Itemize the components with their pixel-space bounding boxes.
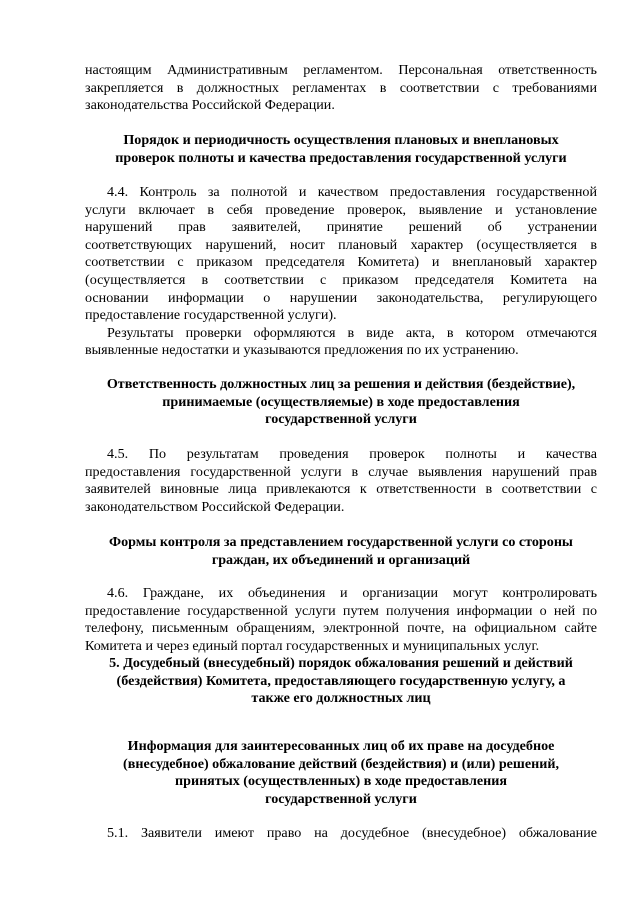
text-line: предоставление государственной услуги путем получения информации о ней по	[85, 602, 597, 619]
text-line: 5.1. Заявители имеют право на досудебное (внесудебное) обжалование	[107, 825, 597, 841]
text-line: предоставления государственной услуги в случае выявления нарушений прав	[85, 463, 597, 480]
text-line: законодательством Российской Федерации.	[85, 498, 345, 515]
heading-line: также его должностных лиц	[251, 690, 431, 707]
text-line: выявленные недостатки и указываются предложения по их устранению.	[85, 342, 519, 359]
heading-control-forms	[85, 534, 597, 569]
heading-line: Порядок и периодичность осуществления плановых и внеплановых	[123, 132, 559, 148]
paragraph-4-5	[85, 446, 597, 516]
text-line: услуги включает в себя проведение проверок, выявление и установление	[85, 201, 597, 218]
text-line: соответствии с приказом председателя Комитета) и внеплановый характер	[85, 254, 597, 271]
heading-section-5	[85, 655, 597, 708]
heading-line: Информация для заинтересованных лиц об их праве на досудебное	[127, 738, 555, 754]
heading-line: (бездействия) Комитета, предоставляющего государственную услугу, а	[116, 672, 566, 689]
heading-line: 5. Досудебный (внесудебный) порядок обжалования решений и действий	[109, 655, 573, 671]
text-line: основании информации о нарушении законодательства, регулирующего	[85, 289, 597, 306]
text-line: Комитета и через единый портал государственных и муниципальных услуг.	[85, 637, 540, 654]
text-line: соответствующих нарушений, носит плановый характер (осуществляется в	[85, 236, 597, 253]
text-line: телефону, письменным обращениям, электронной почте, на официальном сайте	[85, 620, 597, 637]
paragraph-4-4	[85, 184, 597, 360]
text-line: заявителей виновные лица привлекаются к ответственности в соответствии с	[85, 481, 597, 498]
heading-line: принятых (осуществленных) в ходе предоставления	[174, 773, 508, 790]
text-line: Результаты проверки оформляются в виде акта, в котором отмечаются	[107, 324, 597, 341]
heading-line: (внесудебное) обжалование действий (бездействия) и (или) решений,	[123, 755, 559, 772]
text-line: 4.5. По результатам проведения проверок полноты и качества	[107, 446, 597, 462]
heading-officials-responsibility	[85, 376, 597, 429]
heading-line: государственной услуги	[265, 790, 417, 807]
heading-line: Формы контроля за представлением государственной услуги со стороны	[109, 534, 573, 550]
text-line: 4.4. Контроль за полнотой и качеством предоставления государственной	[107, 184, 597, 200]
heading-line: проверок полноты и качества предоставления государственной услуги	[115, 149, 567, 166]
text-line: 4.6. Граждане, их объединения и организации могут контролировать	[107, 585, 597, 601]
text-line: закрепляется в должностных регламентах в соответствии с требованиями	[85, 79, 597, 96]
text-line: предоставление государственной услуги).	[85, 307, 337, 324]
heading-line: граждан, их объединений и организаций	[211, 551, 471, 568]
text-line: нарушений прав заявителей, принятие решений об устранении	[85, 219, 597, 236]
heading-appeal-rights-info	[85, 738, 597, 808]
heading-line: государственной услуги	[265, 411, 417, 428]
heading-line: принимаемые (осуществляемые) в ходе предоставления	[162, 393, 520, 410]
text-line: законодательства Российской Федерации.	[85, 97, 335, 114]
heading-line: Ответственность должностных лиц за решения и действия (бездействие),	[106, 376, 576, 392]
text-line: (осуществляется в соответствии с приказом председателя Комитета на	[85, 271, 597, 288]
paragraph-responsibility-end	[85, 62, 597, 115]
paragraph-5-1	[85, 825, 597, 843]
paragraph-4-6	[85, 585, 597, 655]
heading-inspection-procedure	[85, 132, 597, 167]
text-line: настоящим Административным регламентом. Персональная ответственность	[85, 62, 597, 78]
